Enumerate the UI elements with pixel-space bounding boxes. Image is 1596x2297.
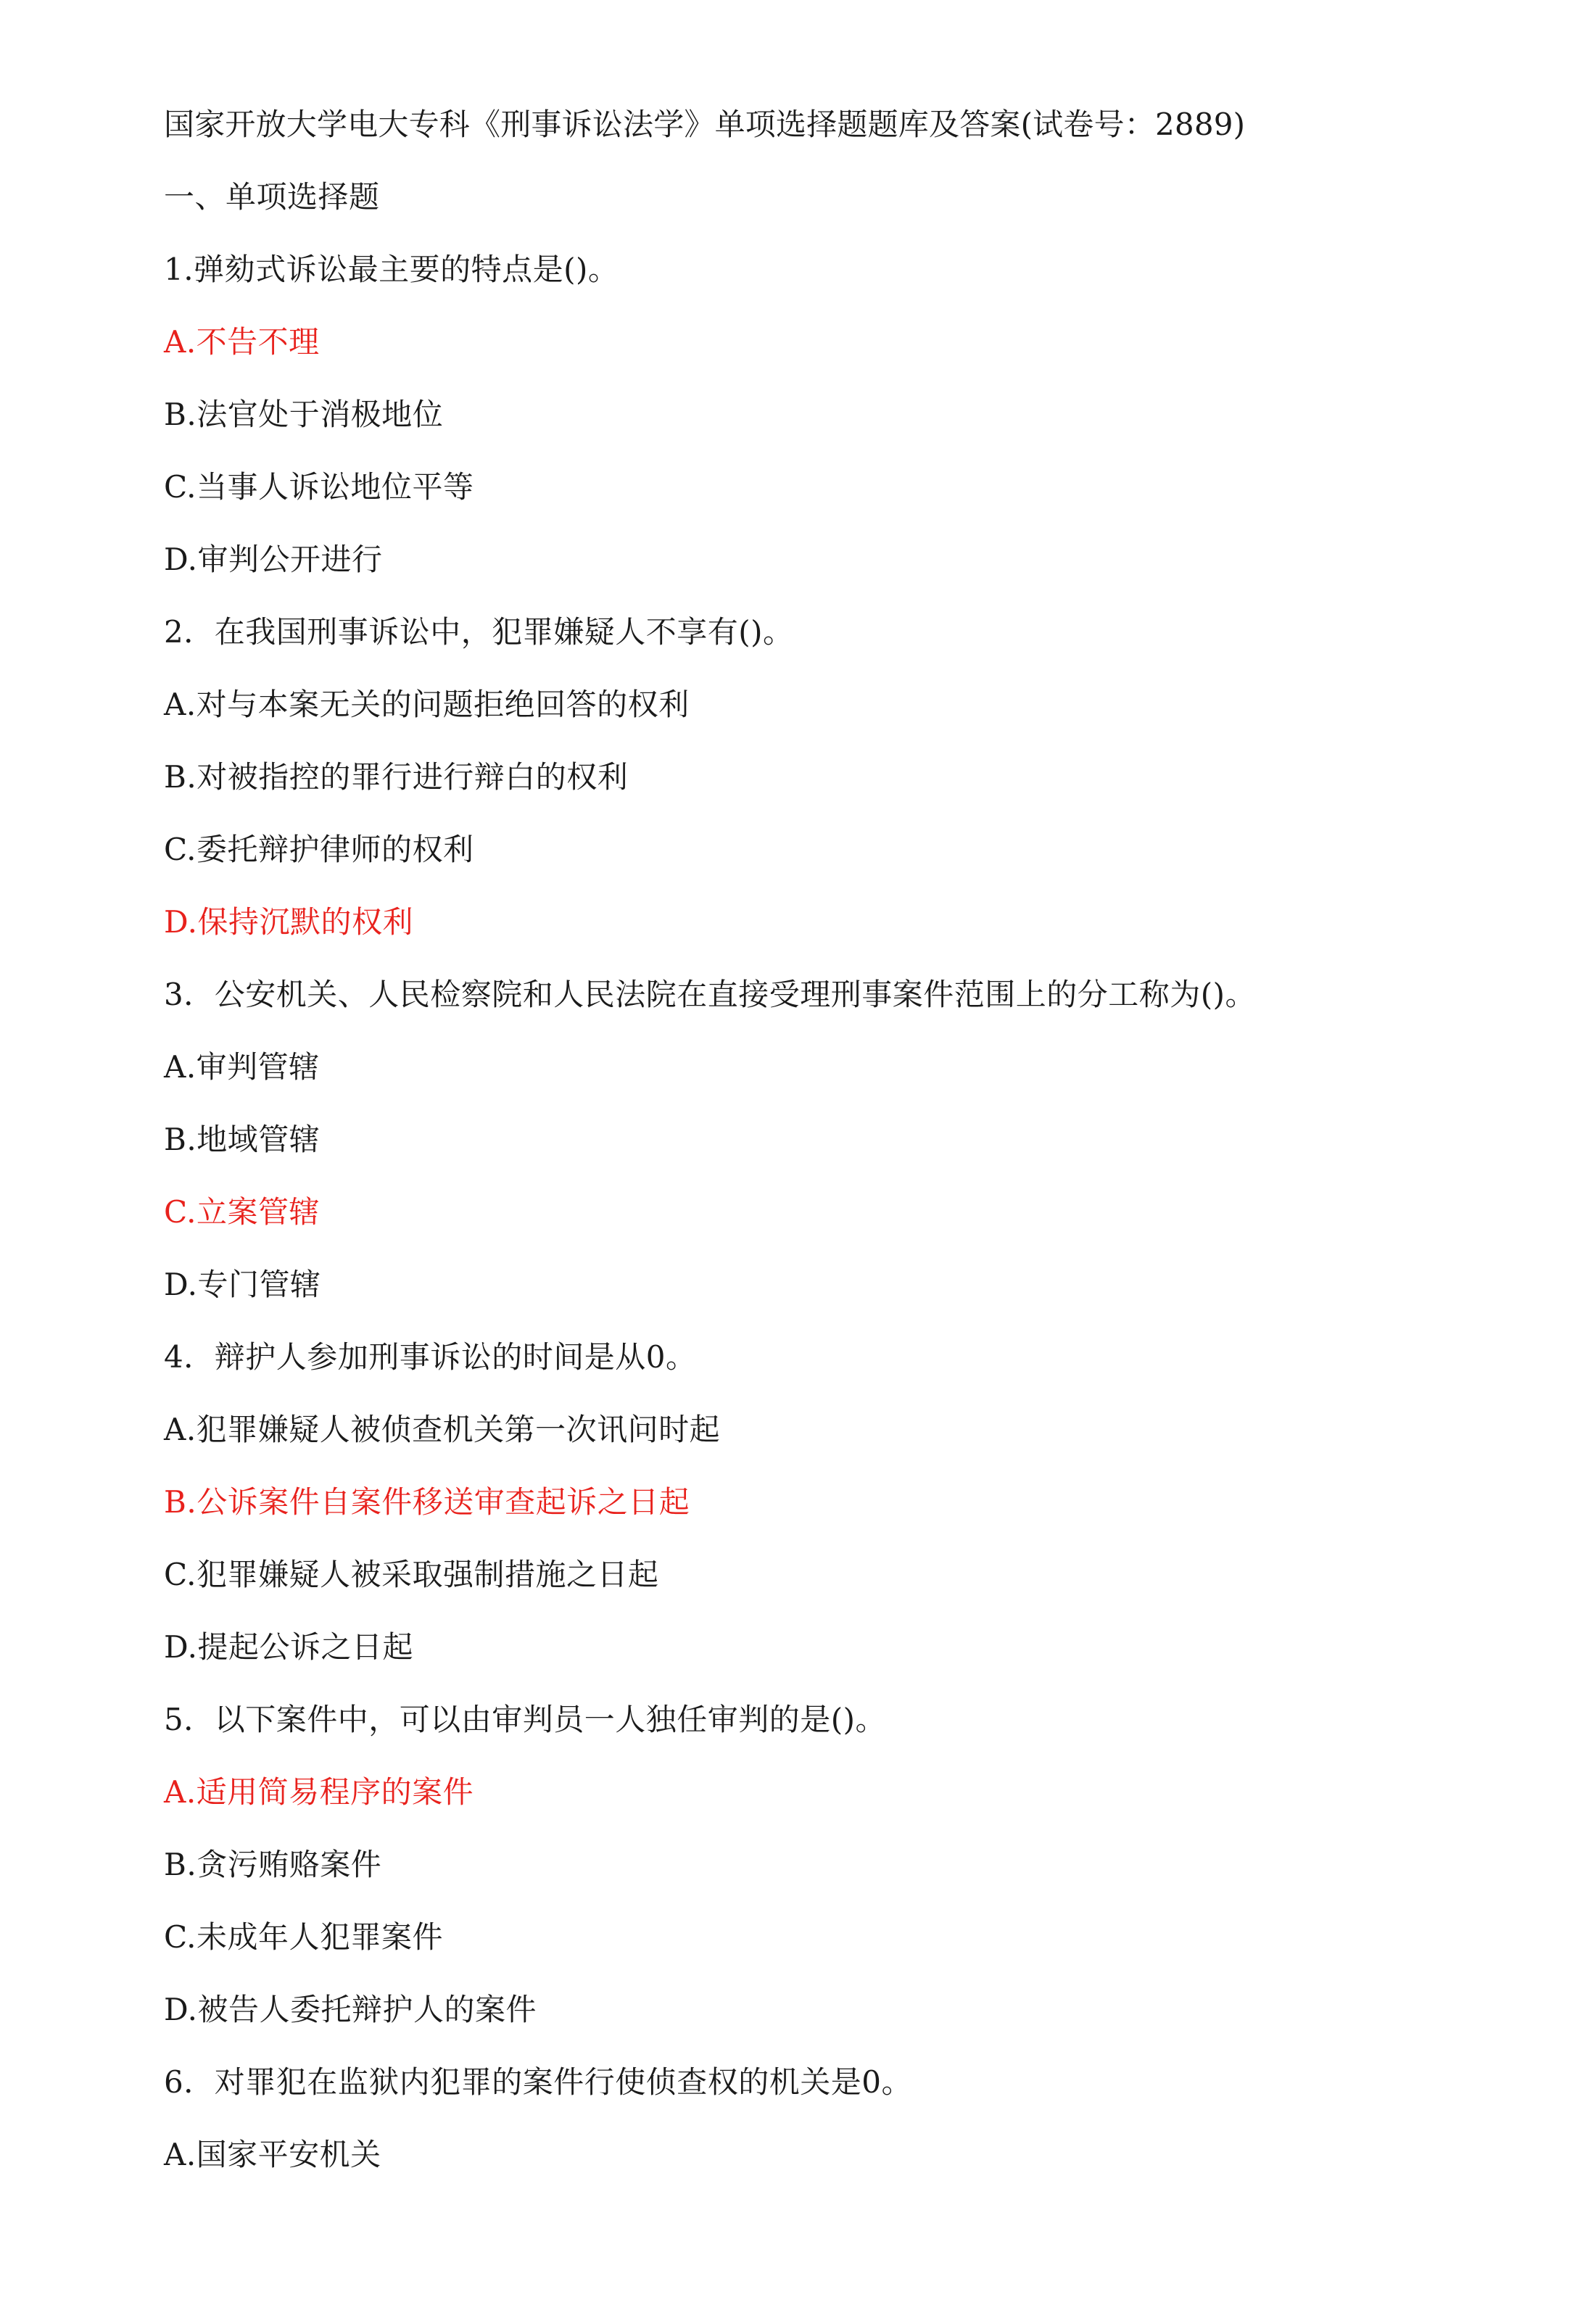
question-option: A.审判管辖 bbox=[164, 1049, 320, 1085]
document-body bbox=[164, 102, 1542, 2204]
question-stem: 4．辩护人参加刑事诉讼的时间是从0。 bbox=[164, 1339, 697, 1375]
question-option: D.专门管辖 bbox=[164, 1267, 321, 1302]
correct-answer-option: B.公诉案件自案件移送审查起诉之日起 bbox=[164, 1484, 690, 1520]
question-option: B.法官处于消极地位 bbox=[164, 397, 444, 432]
question-option: D.提起公诉之日起 bbox=[164, 1629, 414, 1665]
correct-answer-option: C.立案管辖 bbox=[164, 1194, 320, 1230]
question-option: A.国家平安机关 bbox=[164, 2137, 381, 2172]
question-option: C.当事人诉讼地位平等 bbox=[164, 469, 474, 505]
correct-answer-option: A.不告不理 bbox=[164, 324, 320, 360]
question-stem: 3．公安机关、人民检察院和人民法院在直接受理刑事案件范围上的分工称为()。 bbox=[164, 977, 1256, 1012]
correct-answer-option: A.适用简易程序的案件 bbox=[164, 1774, 474, 1810]
correct-answer-option: D.保持沉默的权利 bbox=[164, 904, 414, 940]
section-heading: 一、单项选择题 bbox=[164, 179, 380, 215]
question-stem: 2．在我国刑事诉讼中，犯罪嫌疑人不享有()。 bbox=[164, 614, 794, 650]
question-option: D.被告人委托辩护人的案件 bbox=[164, 1992, 537, 2027]
question-stem: 5．以下案件中，可以由审判员一人独任审判的是()。 bbox=[164, 1702, 886, 1737]
question-stem: 6．对罪犯在监狱内犯罪的案件行使侦查权的机关是0。 bbox=[164, 2064, 912, 2100]
question-option: B.地域管辖 bbox=[164, 1122, 321, 1157]
question-option: A.对与本案无关的问题拒绝回答的权利 bbox=[164, 687, 690, 722]
question-option: C.犯罪嫌疑人被采取强制措施之日起 bbox=[164, 1557, 659, 1592]
question-option: B.对被指控的罪行进行辩白的权利 bbox=[164, 759, 629, 795]
question-option: C.委托辩护律师的权利 bbox=[164, 832, 474, 867]
question-stem: 1.弹劾式诉讼最主要的特点是()。 bbox=[164, 252, 619, 287]
question-option: B.贪污贿赂案件 bbox=[164, 1847, 382, 1882]
document-title: 国家开放大学电大专科《刑事诉讼法学》单项选择题题库及答案(试卷号：2889) bbox=[164, 107, 1246, 142]
question-option: D.审判公开进行 bbox=[164, 542, 383, 577]
question-option: A.犯罪嫌疑人被侦查机关第一次讯问时起 bbox=[164, 1412, 721, 1447]
question-option: C.未成年人犯罪案件 bbox=[164, 1919, 443, 1955]
